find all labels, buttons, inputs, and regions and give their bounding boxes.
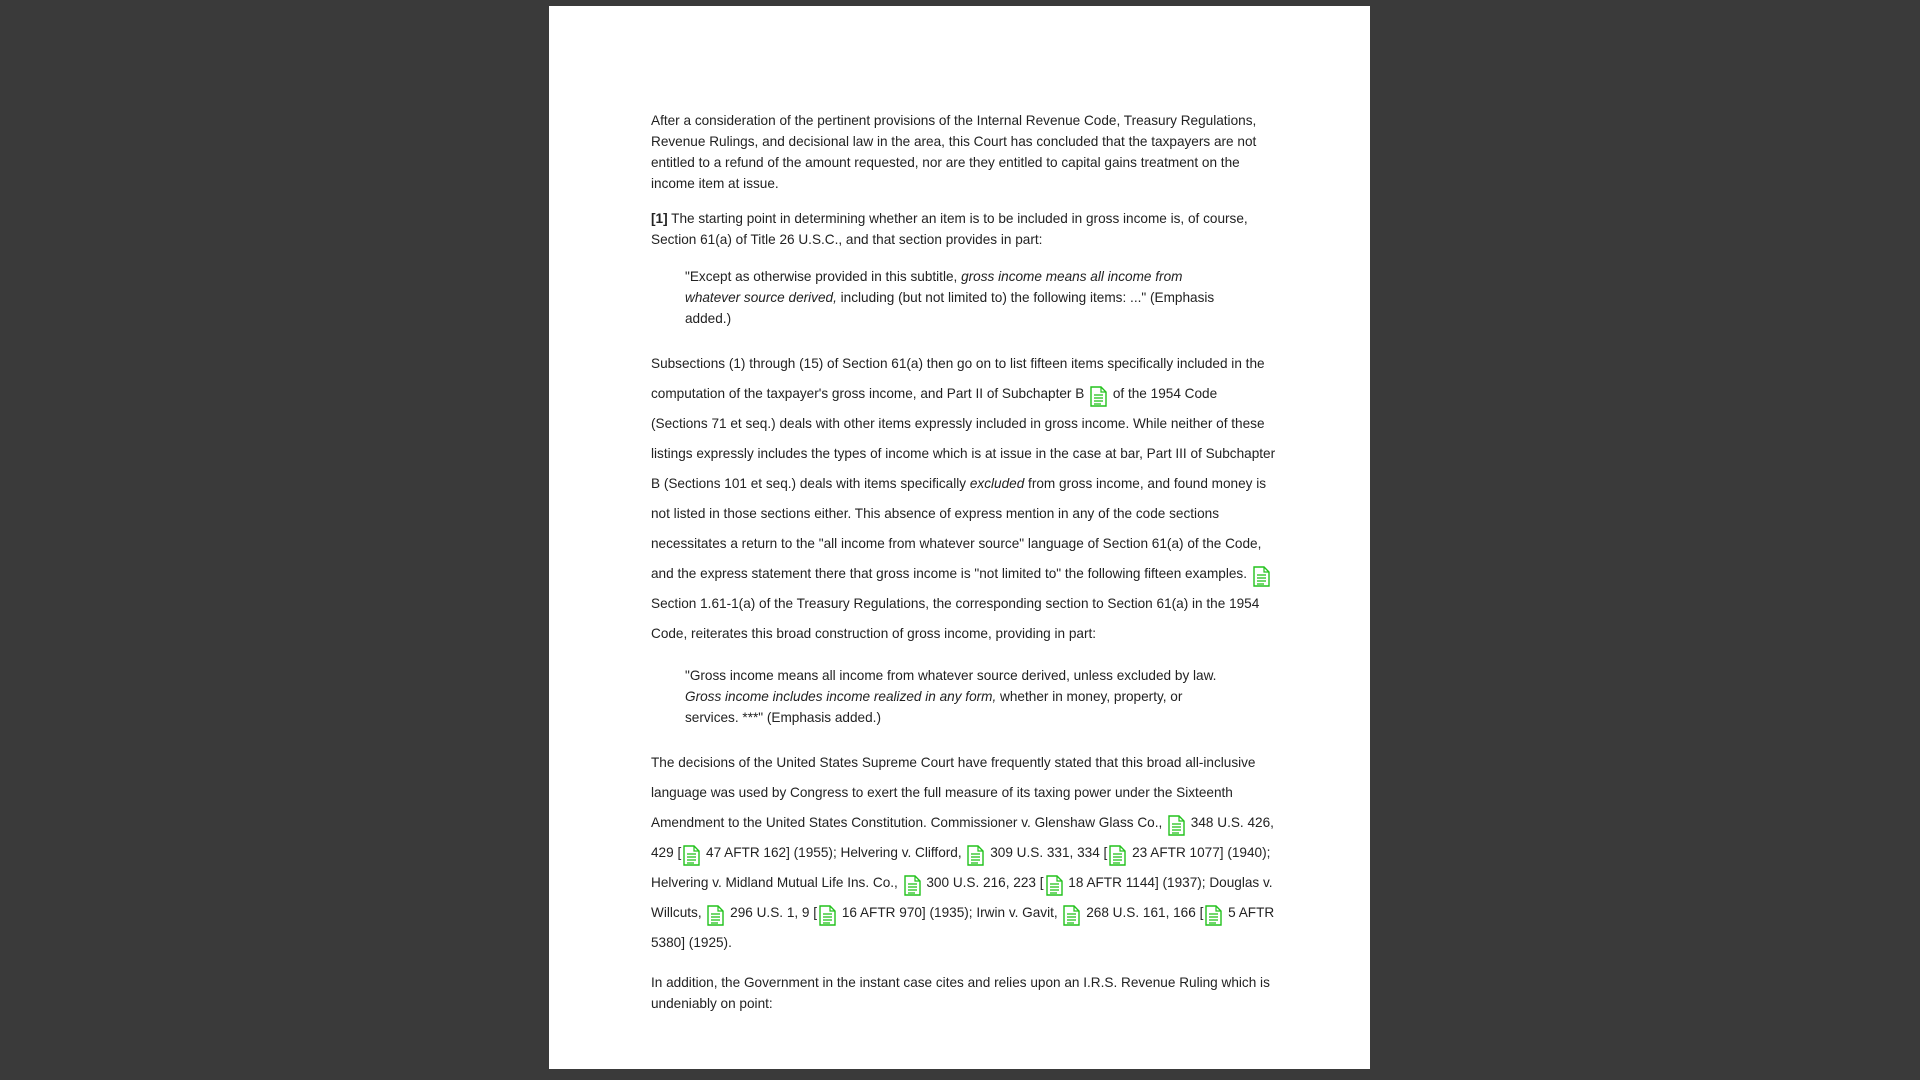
paragraph-text: Section 1.61-1(a) of the Treasury Regulations, the corresponding section to Section 61(a) in the 1954 Code, reiterates this broad construction of gross income, providing in part:: [651, 596, 1260, 641]
paragraph-supreme-court: [651, 748, 1276, 958]
document-link-icon[interactable]: [904, 875, 921, 896]
paragraph-text: The decisions of the United States Supreme Court have frequently stated that this broad all-inclusive language was used by Congress to exert the full measure of its taxing power under the Sixteenth Amendment to the United States Constitution. Commissioner v. Glenshaw Glass Co.,: [651, 755, 1256, 830]
paragraph-subsections: [651, 349, 1276, 649]
paragraph-text: The starting point in determining whether an item is to be included in gross income is, of course, Section 61(a) of Title 26 U.S.C., and that section provides in part:: [651, 211, 1248, 247]
document-link-icon[interactable]: [1063, 905, 1080, 926]
citation-text: 23 AFTR 1077] (1940); Helvering v. Midland Mutual Life Ins. Co.,: [651, 845, 1271, 890]
document-link-icon[interactable]: [1046, 875, 1063, 896]
document-link-icon[interactable]: [967, 845, 984, 866]
quote-text: "Except as otherwise provided in this subtitle,: [685, 269, 962, 284]
citation-text: 47 AFTR 162] (1955); Helvering v. Clifford,: [702, 845, 966, 860]
paragraph-text: Subsections (1) through (15) of Section 61(a) then go on to list fifteen items specifically included in the computation of the taxpayer's gross income, and Part II of Subchapter B: [651, 356, 1265, 401]
paragraph-text: from gross income, and found money is not listed in those sections either. This absence of express mention in any of the code sections necessitates a return to the "all income from whatever source" language of Section 61(a) of the Code, and the express statement there that gross income is "not limited to" the following fifteen examples.: [651, 476, 1267, 581]
document-link-icon[interactable]: [683, 845, 700, 866]
paragraph-revenue-ruling: In addition, the Government in the instant case cites and relies upon an I.R.S. Revenue Ruling which is undeniably on point:: [651, 975, 1270, 1011]
paragraph-emphasis: excluded: [969, 476, 1025, 491]
document-link-icon[interactable]: [1168, 815, 1185, 836]
document-page: [549, 6, 1370, 1069]
quote-emphasis: Gross income includes income realized in any form,: [685, 689, 997, 704]
citation-text: 309 U.S. 331, 334 [: [986, 845, 1108, 860]
paragraph-text: of the 1954 Code (Sections 71 et seq.) deals with other items expressly included in gross income. While neither of these listings expressly includes the types of income which is at issue in the case at bar, Part III of Subchapter B (Sections 101 et seq.) deals with items specifically: [651, 386, 1276, 491]
document-link-icon[interactable]: [1253, 566, 1270, 587]
document-link-icon[interactable]: [707, 905, 724, 926]
citation-text: 348 U.S. 426, 429 [: [651, 815, 1274, 860]
block-quote-section-61: [685, 266, 1225, 329]
document-link-icon[interactable]: [1090, 386, 1107, 407]
citation-text: 18 AFTR 1144] (1937); Douglas v. Willcuts,: [651, 875, 1273, 920]
quote-text: "Gross income means all income from whatever source derived, unless excluded by law.: [685, 668, 1217, 683]
citation-text: 300 U.S. 216, 223 [: [922, 875, 1044, 890]
citation-text: 268 U.S. 161, 166 [: [1082, 905, 1204, 920]
paragraph-starting-point: [651, 208, 1276, 250]
page-content: [651, 110, 1276, 1028]
citation-text: 16 AFTR 970] (1935); Irwin v. Gavit,: [838, 905, 1062, 920]
footnote-marker: [1]: [651, 211, 668, 226]
quote-emphasis: gross income means all income from whatever source derived,: [685, 269, 1183, 305]
document-link-icon[interactable]: [1109, 845, 1126, 866]
citation-text: 296 U.S. 1, 9 [: [726, 905, 818, 920]
document-link-icon[interactable]: [819, 905, 836, 926]
paragraph-conclusion: After a consideration of the pertinent provisions of the Internal Revenue Code, Treasury Regulations, Revenue Rulings, and decisional law in the area, this Court has concluded that the taxpayers are not entitled to a refund of the amount requested, nor are they entitled to capital gains treatment on the income item at issue.: [651, 113, 1257, 191]
document-link-icon[interactable]: [1205, 905, 1222, 926]
block-quote-regulations: [685, 665, 1225, 728]
quote-text: whether in money, property, or services. ***" (Emphasis added.): [685, 689, 1183, 725]
quote-text: including (but not limited to) the following items: ..." (Emphasis added.): [685, 290, 1215, 326]
citation-text: 5 AFTR 5380] (1925).: [651, 905, 1275, 950]
